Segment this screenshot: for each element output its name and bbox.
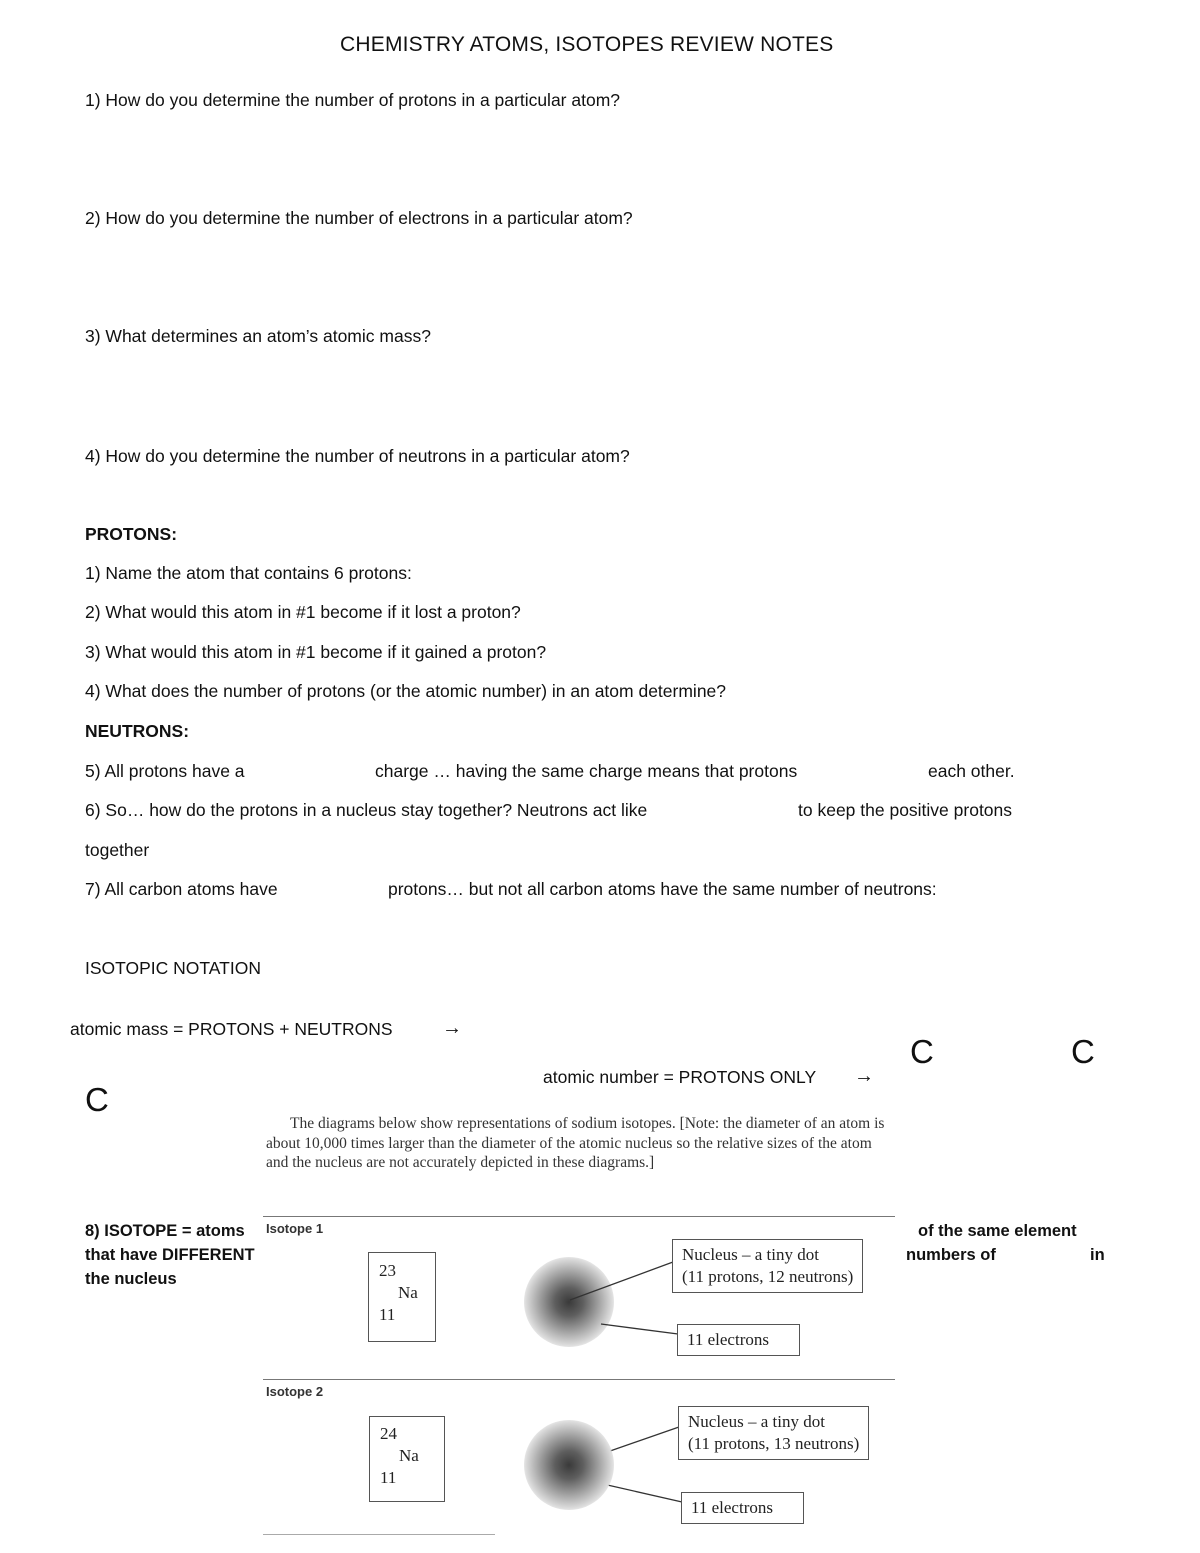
- figure-divider-2: [263, 1379, 895, 1380]
- isotope-1-atomic-number: 11: [379, 1305, 396, 1324]
- isotope-1-nucleus-pointer: [570, 1262, 673, 1300]
- isotope-1-element-symbol: Na: [398, 1283, 418, 1302]
- neutrons-q6-part-b: to keep the positive protons: [798, 800, 1013, 820]
- protons-heading: PROTONS:: [85, 524, 178, 544]
- isotope-2-label: Isotope 2: [266, 1384, 324, 1399]
- protons-question-1: 1) Name the atom that contains 6 protons:: [85, 563, 412, 583]
- isotope-2-atom-image: [524, 1420, 614, 1510]
- isotope-2-element-symbol: Na: [399, 1446, 419, 1465]
- isotope-2-atomic-number: 11: [380, 1468, 397, 1487]
- neutrons-q7-part-b: protons… but not all carbon atoms have the same number of neutrons:: [388, 879, 937, 899]
- isotope-1-electron-pointer: [601, 1324, 678, 1334]
- mass-arrow-icon: →: [442, 1017, 462, 1039]
- atomic-number-line: atomic number = PROTONS ONLY: [543, 1067, 817, 1087]
- neutrons-heading: NEUTRONS:: [85, 721, 190, 741]
- isotope-1-nucleus-text-1: Nucleus – a tiny dot: [682, 1245, 819, 1264]
- isotope-2-nucleus-text-1: Nucleus – a tiny dot: [688, 1412, 825, 1431]
- isotope-2-symbol-box: [369, 1416, 445, 1502]
- carbon-symbol-3: C: [85, 1081, 109, 1118]
- isotope-1-nucleus-callout: [672, 1239, 863, 1293]
- isotope-2-mass-number: 24: [380, 1424, 397, 1443]
- number-arrow-icon: →: [854, 1065, 874, 1087]
- neutrons-q5-part-b: charge … having the same charge means that protons: [375, 761, 798, 781]
- neutrons-q6-part-a: 6) So… how do the protons in a nucleus stay together? Neutrons act like: [85, 800, 648, 820]
- neutrons-q5-part-a: 5) All protons have a: [85, 761, 245, 781]
- page-title: CHEMISTRY ATOMS, ISOTOPES REVIEW NOTES: [340, 33, 834, 56]
- review-question-4: 4) How do you determine the number of neutrons in a particular atom?: [85, 446, 630, 466]
- review-question-1: 1) How do you determine the number of protons in a particular atom?: [85, 90, 621, 110]
- protons-question-4: 4) What does the number of protons (or the atomic number) in an atom determine?: [85, 681, 727, 701]
- isotope-1-mass-number: 23: [379, 1261, 396, 1280]
- isotope-def-left-2: that have DIFFERENT: [85, 1246, 255, 1264]
- isotope-def-right-1: of the same element: [918, 1222, 1077, 1240]
- carbon-symbol-1: C: [910, 1033, 934, 1070]
- neutrons-q5-part-c: each other.: [928, 761, 1015, 781]
- isotopic-notation-heading: ISOTOPIC NOTATION: [85, 958, 261, 978]
- isotope-def-left-1: 8) ISOTOPE = atoms: [85, 1222, 245, 1240]
- isotope-def-left-3: the nucleus: [85, 1270, 177, 1288]
- isotope-def-right-2b: in: [1090, 1246, 1105, 1264]
- figure-divider-3: [263, 1534, 495, 1535]
- isotope-2-electrons-callout: 11 electrons: [681, 1492, 804, 1524]
- review-question-2: 2) How do you determine the number of electrons in a particular atom?: [85, 208, 633, 228]
- isotope-2-nucleus-text-2: (11 protons, 13 neutrons): [688, 1434, 860, 1453]
- protons-question-3: 3) What would this atom in #1 become if it gained a proton?: [85, 642, 547, 662]
- isotope-def-right-2a: numbers of: [906, 1246, 996, 1264]
- atomic-mass-line: atomic mass = PROTONS + NEUTRONS: [70, 1019, 393, 1039]
- isotope-2-nucleus-callout: [678, 1406, 869, 1460]
- figure-caption: The diagrams below show representations of sodium isotopes. [Note: the diameter of an atom is about 10,000 times larger than the diameter of the atomic nucleus so the relative sizes of the atom and the nucleus are not accurately depicted in these diagrams.]: [266, 1115, 885, 1171]
- neutrons-q7-part-a: 7) All carbon atoms have: [85, 879, 278, 899]
- isotope-2-electron-pointer: [603, 1484, 682, 1502]
- isotope-1-nucleus-text-2: (11 protons, 12 neutrons): [682, 1267, 854, 1286]
- isotope-1-label: Isotope 1: [266, 1221, 324, 1236]
- review-question-3: 3) What determines an atom’s atomic mass?: [85, 326, 431, 346]
- isotope-1-electrons-callout: 11 electrons: [677, 1324, 800, 1356]
- carbon-symbol-2: C: [1071, 1033, 1095, 1070]
- neutrons-q6-part-c: together: [85, 840, 150, 860]
- protons-question-2: 2) What would this atom in #1 become if it lost a proton?: [85, 602, 521, 622]
